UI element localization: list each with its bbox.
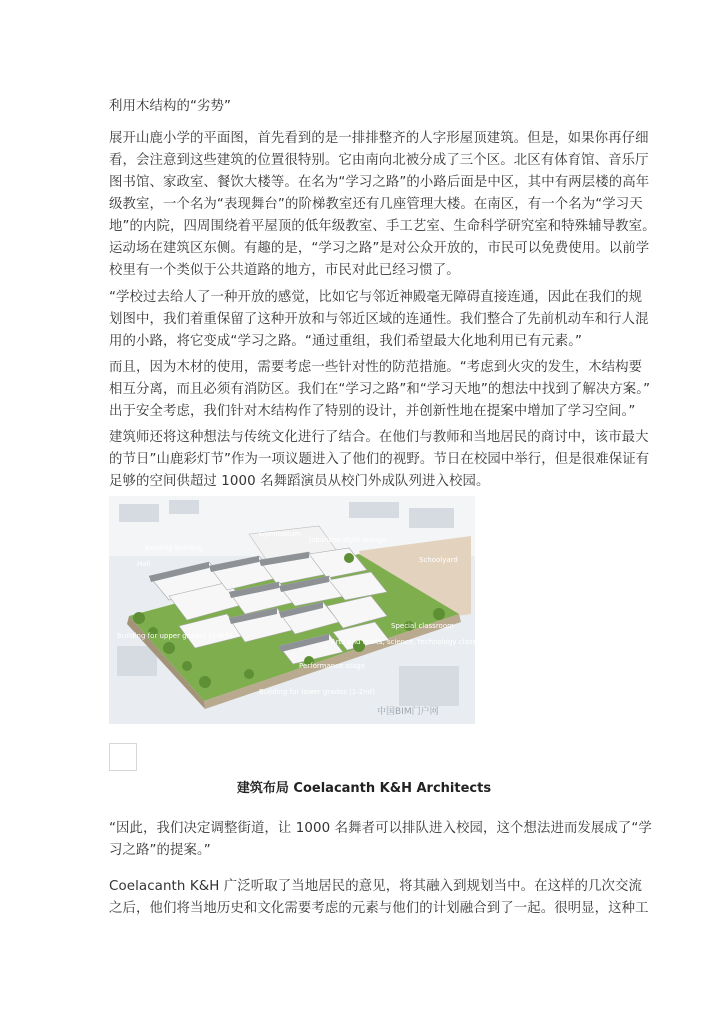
label-special-classroom: Special classroom [391,622,454,630]
text-line: 校里有一个类似于公共道路的地方，市民对此已经习惯了。 [109,263,460,278]
paragraph-5 [109,818,652,862]
text-line: 习之路”的提案。” [109,843,211,858]
aerial-rendering [109,496,498,724]
text-line: 图书馆、家政室、餐饮大楼等。在名为“学习之路”的小路后面是中区，其中有两层楼的高年 [109,175,650,190]
text-line: 运动场在建筑区东侧。有趣的是，“学习之路”是对公众开放的，市民可以免费使用。以前学 [109,241,650,256]
text-line: 看，会注意到这些建筑的位置很特别。它由南向北被分成了三个区。北区有体育馆、音乐厅 [109,153,649,168]
text-line: “学校过去给人了一种开放的感觉，比如它与邻近神殿毫无障碍直接连通，因此在我们的规 [109,290,643,305]
text-line: 的节日”山鹿彩灯节”作为一项议题进入了他们的视野。节日在校园中举行，但是很难保证有 [109,452,650,467]
text-line: 用的小路，将它变成“学习之路。“通过重组，我们希望最大化地利用已有元素。” [109,334,583,349]
label-performance-stage: Performance stage [299,662,366,670]
site-plan-illustration [109,496,498,724]
text-line: 展开山鹿小学的平面图，首先看到的是一排排整齐的人字形屋顶建筑。但是，如果你再仔细 [109,131,649,146]
label-lower-grades: Building for lower grades (1-2nd) [259,688,375,696]
label-existing-building: Existing building [145,544,203,552]
text-line: 相互分离，而且必须有消防区。我们在“学习之路”和“学习天地”的想法中找到了解决方案。” [109,382,651,397]
text-line: 级教室，一个名为“表现舞台”的阶梯教室还有几座管理大楼。在南区，有一个名为“学习天 [109,197,643,212]
section-title: 利用木结构的“劣势” [109,99,231,114]
text-line: 而且，因为木材的使用，需要考虑一些针对性的防范措施。“考虑到火灾的发生，木结构要 [109,360,643,375]
label-arts-crafts: Arts and crafts, science, technology classrooms [331,638,498,646]
image-placeholder-icon [109,743,137,771]
label-japanese-lounge: Japanese-style lounge [309,536,387,544]
figure-caption: 建筑布局 Coelacanth K&H Architects [236,781,492,796]
label-schoolyard: Schoolyard [419,556,458,564]
text-line: 建筑师还将这种想法与传统文化进行了结合。在他们与教师和当地居民的商讨中，该市最大 [109,430,649,445]
text-line: 出于安全考虑，我们针对木结构作了特别的设计，并创新性地在提案中增加了学习空间。” [109,404,636,419]
text-line: “因此，我们决定调整街道，让 1000 名舞者可以排队进入校园，这个想法进而发展成了“学 [109,821,652,836]
text-line: Coelacanth K&H 广泛听取了当地居民的意见，将其融入到规划当中。在这样的几次交流 [109,879,643,894]
text-line: 地”的内院，四周围绕着平屋顶的低年级教室、手工艺室、生命科学研究室和特殊辅导教室。 [109,219,656,234]
label-gymnasium: Gymnasium [259,530,301,538]
paragraph-3 [109,357,651,423]
paragraph-4 [109,427,650,493]
label-hall: Hall [137,560,151,568]
label-upper-grades: Building for upper grades (3-6th) [117,632,233,640]
text-line: 之后，他们将当地历史和文化需要考虑的元素与他们的计划融合到了一起。很明显，这种工 [109,901,649,916]
paragraph-2 [109,287,649,353]
paragraph-1 [109,128,656,282]
text-line: 划图中，我们着重保留了这种开放和与邻近区域的连通性。我们整合了先前机动车和行人混 [109,312,649,327]
text-line: 足够的空间供超过 1000 名舞蹈演员从校门外成队列进入校园。 [109,474,490,489]
paragraph-6 [109,876,649,920]
watermark-text: 中国BIM门户网 [377,707,439,717]
